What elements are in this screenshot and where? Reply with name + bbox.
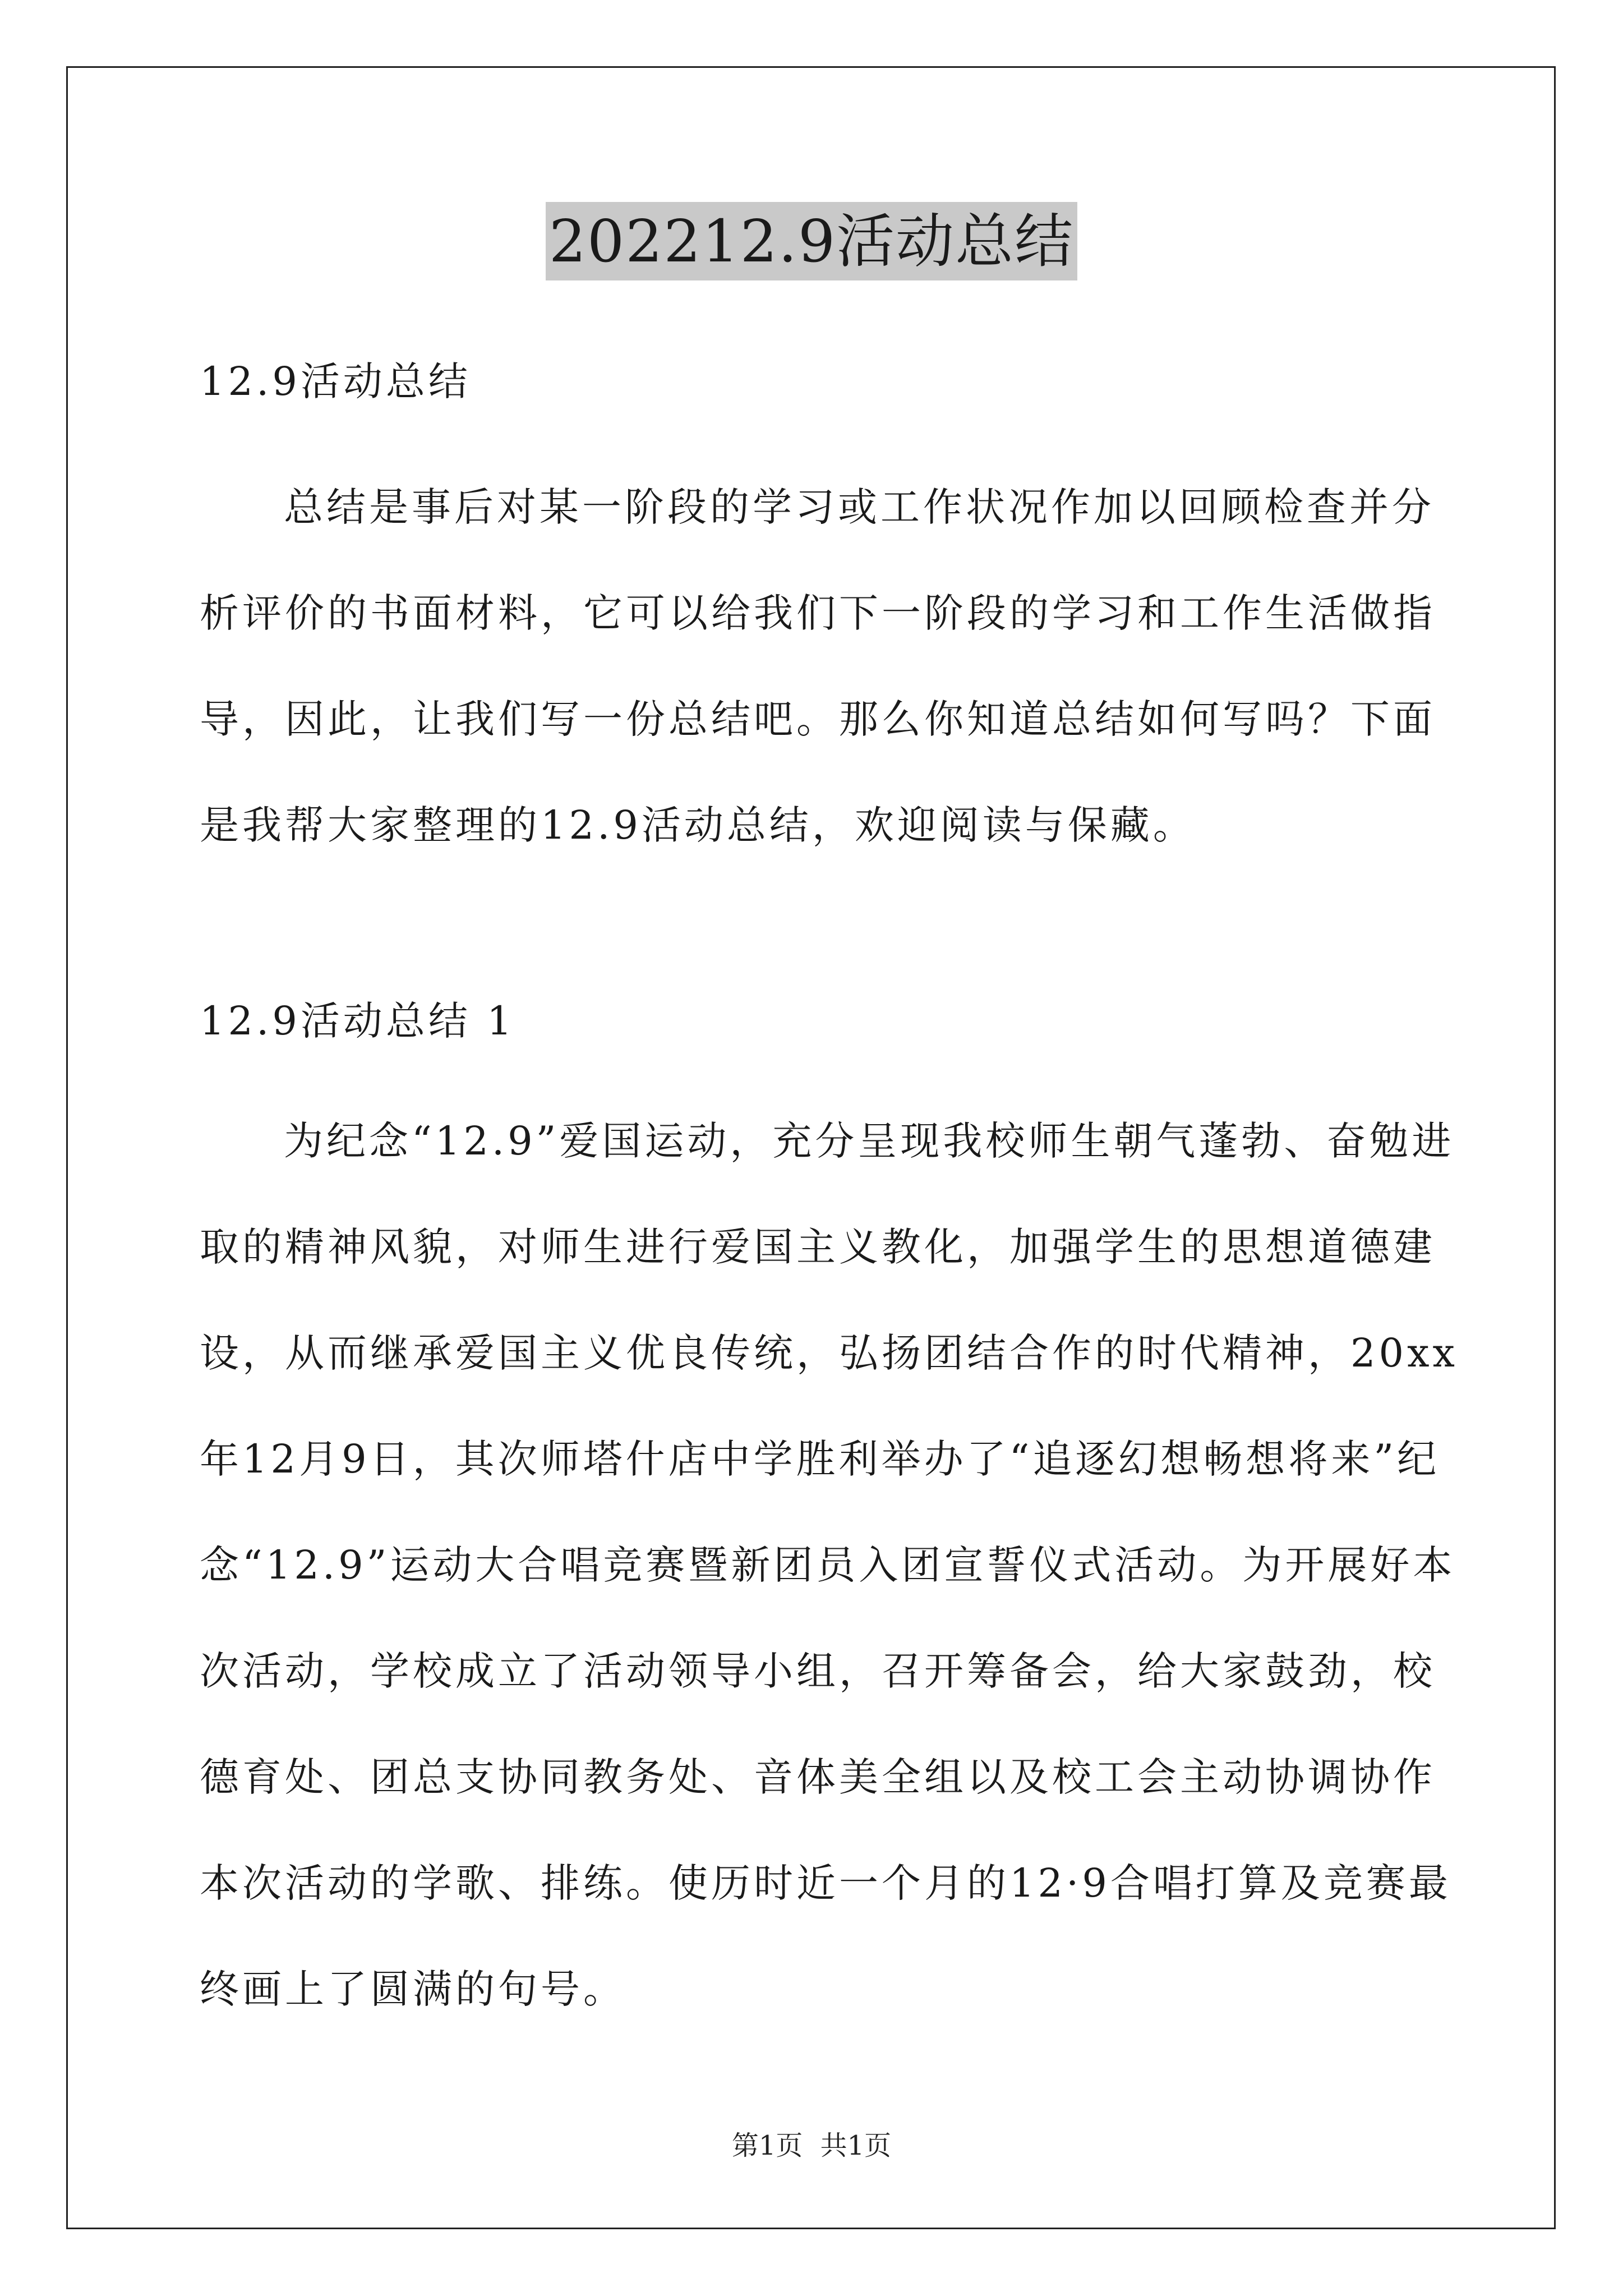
document-title: 202212.9活动总结 xyxy=(546,202,1077,280)
page-footer xyxy=(0,2129,1623,2162)
title-container xyxy=(0,202,1623,280)
intro-paragraph: 总结是事后对某一阶段的学习或工作状况作加以回顾检查并分析评价的书面材料，它可以给我们下一阶段的学习和工作生活做指导，因此，让我们写一份总结吧。那么你知道总结如何写吗？下面是我帮大家整理的12.9活动总结，欢迎阅读与保藏。 xyxy=(200,484,1436,848)
page-total: 共1页 xyxy=(820,2130,892,2161)
section-heading: 12.9活动总结 1 xyxy=(200,998,515,1044)
page-number: 第1页 xyxy=(731,2130,803,2161)
intro-heading: 12.9活动总结 xyxy=(200,358,471,404)
section-paragraph: 为纪念“12.9”爱国运动，充分呈现我校师生朝气蓬勃、奋勉进取的精神风貌，对师生进行爱国主义教化，加强学生的思想道德建设，从而继承爱国主义优良传统，弘扬团结合作的时代精神，20xx年12月9日，其次师塔什店中学胜利举办了“追逐幻想畅想将来”纪念“12.9”运动大合唱竞赛暨新团员入团宣誓仪式活动。为开展好本次活动，学校成立了活动领导小组，召开筹备会，给大家鼓劲，校德育处、团总支协同教务处、音体美全组以及校工会主动协调协作本次活动的学歌、排练。使历时近一个月的12·9合唱打算及竞赛最终画上了圆满的句号。 xyxy=(200,1118,1459,2012)
